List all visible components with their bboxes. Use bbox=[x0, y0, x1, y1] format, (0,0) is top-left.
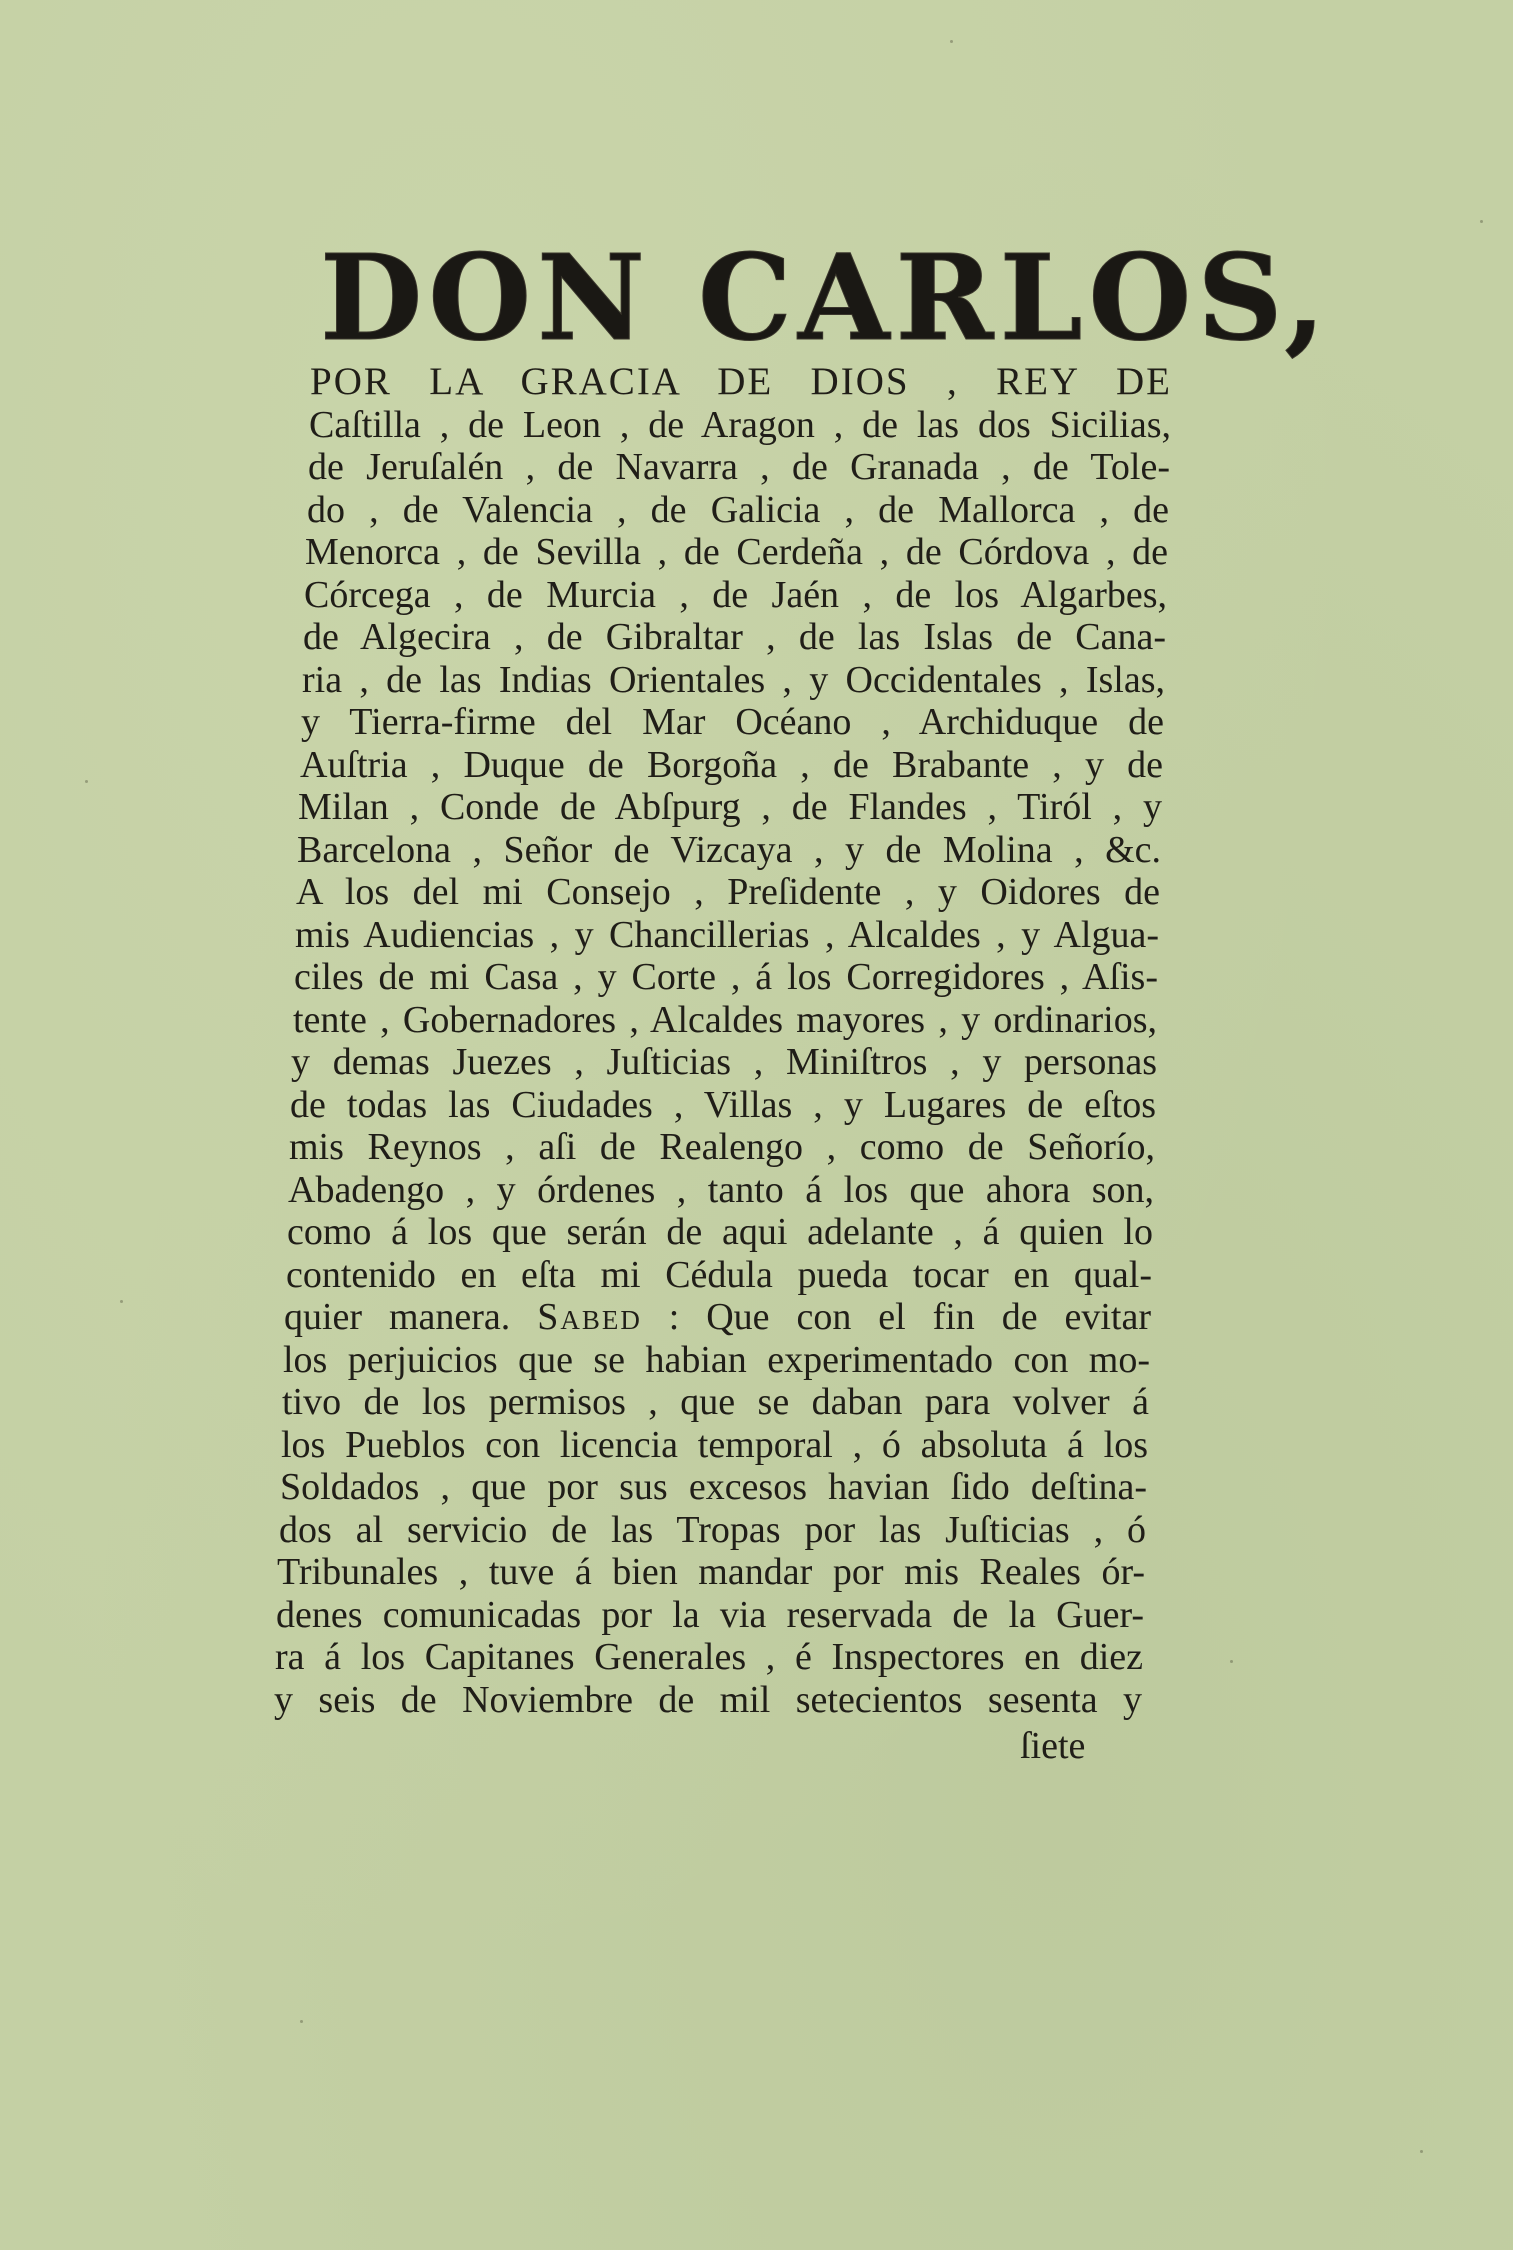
paper-speck bbox=[950, 40, 953, 43]
body-line: Menorca , de Sevilla , de Cerdeña , de Córdova , de bbox=[305, 531, 1168, 573]
body-line: contenido en eſta mi Cédula pueda tocar en qual- bbox=[286, 1254, 1152, 1296]
body-line bbox=[284, 1295, 1151, 1339]
body-line: y Tierra-firme del Mar Océano , Archiduque de bbox=[301, 701, 1164, 743]
body-line: de todas las Ciudades , Villas , y Lugares de eſtos bbox=[290, 1084, 1156, 1126]
body-text: : Que con el fin de evitar bbox=[641, 1296, 1151, 1338]
body-line: mis Reynos , aſi de Realengo , como de Señorío, bbox=[289, 1126, 1155, 1168]
sabed-smallcaps: Sabed bbox=[537, 1296, 642, 1338]
body-line: ra á los Capitanes Generales , é Inspectores en diez bbox=[275, 1636, 1143, 1678]
body-line: denes comunicadas por la via reservada de la Guer- bbox=[276, 1594, 1144, 1636]
body-line: do , de Valencia , de Galicia , de Mallorca , de bbox=[307, 489, 1169, 531]
body-line: Soldados , que por sus excesos havian ſido deſtina- bbox=[280, 1466, 1147, 1508]
body-line: y demas Juezes , Juſticias , Miniſtros , y personas bbox=[291, 1041, 1157, 1083]
body-line: los Pueblos con licencia temporal , ó absoluta á los bbox=[281, 1424, 1148, 1466]
body-line: tente , Gobernadores , Alcaldes mayores , y ordinarios, bbox=[293, 999, 1157, 1041]
body-line: Córcega , de Murcia , de Jaén , de los Algarbes, bbox=[304, 574, 1167, 616]
body-line: tivo de los permisos , que se daban para volver á bbox=[282, 1381, 1149, 1423]
body-text: quier manera. bbox=[284, 1296, 538, 1338]
body-line: ria , de las Indias Orientales , y Occidentales , Islas, bbox=[302, 659, 1165, 701]
body-line: POR LA GRACIA DE DIOS , REY DE bbox=[310, 360, 1172, 403]
body-line: como á los que serán de aqui adelante , á quien lo bbox=[287, 1211, 1153, 1253]
document-title: DON CARLOS, bbox=[320, 228, 1332, 367]
body-line: Auſtria , Duque de Borgoña , de Brabante , y de bbox=[300, 744, 1163, 786]
body-line: Abadengo , y órdenes , tanto á los que ahora son, bbox=[288, 1169, 1154, 1211]
paper-speck bbox=[1420, 2150, 1423, 2153]
body-line: mis Audiencias , y Chancillerias , Alcaldes , y Algua- bbox=[295, 914, 1159, 956]
body-line: Barcelona , Señor de Vizcaya , y de Molina , &c. bbox=[297, 829, 1161, 871]
paper-speck bbox=[1230, 1660, 1233, 1663]
body-line: A los del mi Consejo , Preſidente , y Oidores de bbox=[296, 871, 1160, 913]
body-line: ciles de mi Casa , y Corte , á los Corregidores , Aſis- bbox=[294, 956, 1158, 998]
body-line: Caſtilla , de Leon , de Aragon , de las dos Sicilias, bbox=[309, 404, 1171, 446]
body-line: los perjuicios que se habian experimentado con mo- bbox=[283, 1339, 1150, 1381]
body-line: Milan , Conde de Abſpurg , de Flandes , Tiról , y bbox=[298, 786, 1162, 828]
paper-speck bbox=[620, 1610, 623, 1613]
paper-speck bbox=[85, 780, 88, 783]
body-line: Tribunales , tuve á bien mandar por mis Reales ór- bbox=[277, 1551, 1145, 1593]
body-line: dos al servicio de las Tropas por las Juſticias , ó bbox=[279, 1509, 1146, 1551]
catchword: ſiete bbox=[1020, 1725, 1086, 1767]
body-line: de Jeruſalén , de Navarra , de Granada , de Tole- bbox=[308, 446, 1170, 488]
paper-speck bbox=[300, 2020, 303, 2023]
paper-speck bbox=[1480, 220, 1483, 223]
paper-speck bbox=[120, 1300, 123, 1303]
body-line: y seis de Noviembre de mil setecientos sesenta y bbox=[274, 1679, 1142, 1721]
body-line: de Algecira , de Gibraltar , de las Islas de Cana- bbox=[303, 616, 1166, 658]
